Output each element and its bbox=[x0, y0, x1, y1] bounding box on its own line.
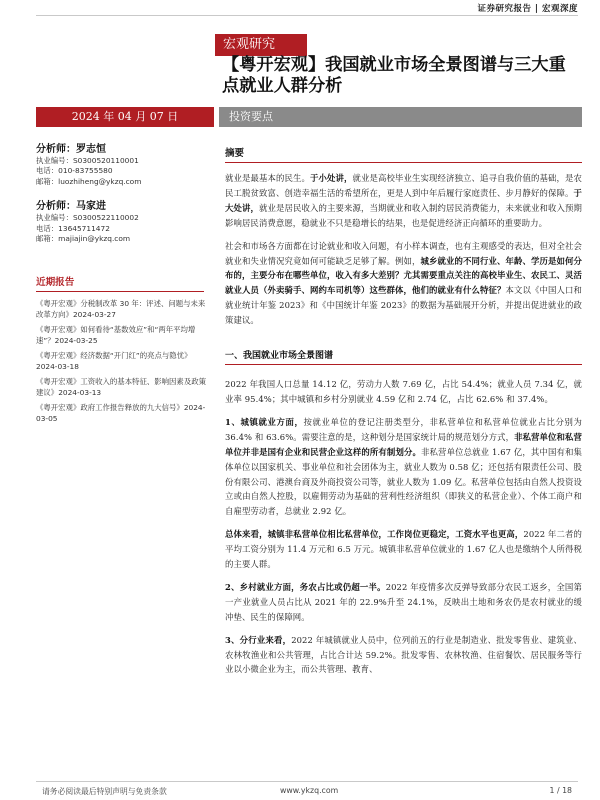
text-run: 就业是居民收入的主要来源，当期就业和收入制约居民消费能力，未来就业和收入预期影响居民消费意愿，稳就业不只是稳增长的结果，也是促进经济正向循环的重要助力。 bbox=[225, 202, 583, 228]
bold-run: 1、城镇就业方面， bbox=[225, 416, 304, 427]
section-tag: 宏观研究 bbox=[215, 34, 307, 56]
analyst-name: 马家进 bbox=[76, 201, 106, 213]
body-paragraph bbox=[225, 527, 582, 572]
text-run: 非私营单位总就业 1.67 亿，其中国有和集体单位以国家机关、事业单位和社会团体为主，就业人数为 0.58 亿；还包括有限责任公司、股份有限公司、港澳台商及外商投资公司等，就业人数为 1.09 亿。私营单位包括由自然人投资设立或由自然人控股，以雇佣劳动为基础的营利性经济组织（即狭义的私营企业）、个体工商户和自雇型劳动者，总就业 2.92 亿。 bbox=[225, 446, 582, 517]
analyst-block bbox=[36, 197, 214, 244]
analyst-email: 邮箱：luozhiheng@ykzq.com bbox=[36, 176, 142, 186]
website-link[interactable]: www.ykzq.com bbox=[280, 786, 339, 795]
bold-run: 城乡就业的不同行业、年龄、学历是如何分布的，主要分布在哪些单位，收入有多大差别？尤其需要重点关注的高校毕业生、农民工、灵活就业人员（外卖骑手、网约车司机等）这些群体，他们的就业有什么特征？ bbox=[225, 255, 582, 296]
analyst-role: 分析师： bbox=[36, 144, 76, 155]
report-date: 2024 年 04 月 07 日 bbox=[36, 107, 214, 127]
text-run: 本文以《中国人口和就业统计年鉴 2023》和《中国统计年鉴 2023》的数据为基础展开分析，并提出促进就业的政策建议。 bbox=[225, 285, 582, 326]
analyst-name: 罗志恒 bbox=[76, 144, 106, 155]
recent-report-link[interactable] bbox=[36, 350, 206, 372]
report-title: 【粤开宏观】我国就业市场全景图谱与三大重点就业人群分析 bbox=[222, 55, 566, 96]
recent-report-title: 《粤开宏观》如何看待“基数效应”和“两年平均增速”？ bbox=[36, 325, 196, 346]
disclaimer-link[interactable]: 请务必阅读最后特别声明与免责条款 bbox=[42, 787, 167, 796]
section-heading: 一、我国就业市场全景图谱 bbox=[225, 348, 582, 365]
recent-report-title: 《粤开宏观》政府工作报告释放的九大信号》 bbox=[36, 403, 184, 413]
header-rule bbox=[36, 15, 578, 16]
text-run: 就业是最基本的民生。 bbox=[225, 173, 311, 183]
body-paragraph bbox=[225, 580, 582, 625]
recent-report-link[interactable] bbox=[36, 402, 206, 424]
body-paragraph bbox=[225, 415, 582, 519]
abstract-paragraph bbox=[225, 171, 582, 231]
page-header bbox=[0, 0, 600, 16]
text-run: 就业是高校毕业生实现经济独立、追寻自我价值的基础，是农民工脱贫致富、创造幸福生活的希望所在，更是人到中年后履行家庭责任、步月静好的保障。 bbox=[225, 173, 583, 198]
page-number: 1 / 18 bbox=[549, 786, 572, 795]
left-sidebar bbox=[36, 140, 214, 428]
main-content bbox=[225, 145, 582, 685]
invest-points-bar: 投资要点 bbox=[219, 107, 582, 127]
text-run: 2022 年二者的平均工资分别为 11.4 万元和 6.5 万元。城镇非私营单位就业的 1.67 亿人也是缴纳个人所得税的主要人群。 bbox=[225, 529, 582, 570]
bold-run: 总体来看，城镇非私营单位相比私营单位，工作岗位更稳定，工资水平也更高， bbox=[225, 529, 524, 540]
recent-report-date: 2024-03-13 bbox=[58, 388, 102, 398]
recent-report-title: 《粤开宏观》经济数据“开门红”的亮点与隐忧》 bbox=[36, 351, 192, 361]
analyst-role: 分析师： bbox=[36, 201, 76, 213]
abstract-paragraph bbox=[225, 239, 582, 328]
recent-report-link[interactable] bbox=[36, 298, 206, 320]
analyst-license: 执业编号：S0300520110001 bbox=[36, 156, 139, 165]
analyst-name-row bbox=[36, 140, 214, 155]
page-footer bbox=[36, 781, 578, 796]
bold-run: 3、分行业来看， bbox=[225, 634, 292, 645]
recent-report-date: 2024-03-18 bbox=[36, 362, 79, 372]
bold-run: 于大处讲， bbox=[225, 187, 582, 213]
analyst-phone: 电话：010-83755580 bbox=[36, 166, 113, 176]
body-paragraph: 2022 年我国人口总量 14.12 亿，劳动力人数 7.69 亿，占比 54.4%；就业人员 7.34 亿，就业率 95.4%；其中城镇和乡村分别就业 4.59 亿和 2.74 亿，占比 62.6% 和 37.4%。 bbox=[225, 379, 582, 404]
abstract-heading: 摘要 bbox=[225, 145, 582, 163]
recent-report-date: 2024-03-27 bbox=[72, 310, 116, 320]
recent-report-title: 《粤开宏观》分税制改革 30 年：评述、问题与未来改革方向》 bbox=[36, 299, 206, 320]
analyst-phone: 电话：13645711472 bbox=[36, 223, 110, 233]
recent-report-link[interactable] bbox=[36, 324, 206, 346]
recent-reports-list bbox=[36, 298, 214, 424]
recent-report-date: 2024-03-25 bbox=[54, 336, 98, 346]
recent-report-title: 《粤开宏观》工资收入的基本特征、影响因素及政策建议》 bbox=[36, 377, 206, 398]
text-run: 社会和市场各方面都在讨论就业和收入问题，有小样本调查，也有主观感受的表达，但对全社会就业和失业情况究竟如何可能缺乏足够了解。例如， bbox=[225, 240, 582, 266]
analyst-license: 执业编号：S0300522110002 bbox=[36, 213, 139, 223]
analyst-name-row bbox=[36, 197, 214, 212]
text-run: 按就业单位的登记注册类型分，非私营单位和私营单位就业占比分别为 36.4% 和 63.6%。需要注意的是，这种划分是国家统计局的规范划分方式， bbox=[225, 416, 582, 442]
recent-report-date: 2024-03-05 bbox=[36, 403, 206, 424]
analyst-email: 邮箱：majiajin@ykzq.com bbox=[36, 234, 131, 244]
body-paragraph bbox=[225, 633, 582, 678]
recent-reports-heading: 近期报告 bbox=[36, 274, 204, 292]
bold-run: 于小处讲， bbox=[310, 173, 353, 183]
report-type-label: 证券研究报告 | 宏观深度 bbox=[477, 4, 578, 14]
text-run: 2022 年城镇就业人员中，位列前五的行业是制造业、批发零售业、建筑业、农林牧渔业和公共管理，占比合计达 59.2%。批发零售、农林牧渔、住宿餐饮、居民服务等行业以小微企业为主，而公共管理、教育、 bbox=[225, 634, 582, 675]
analyst-block bbox=[36, 140, 214, 187]
bold-run: 2、乡村就业方面，务农占比或仍超一半。 bbox=[225, 581, 386, 592]
text-run: 2022 年疫情多次反弹导致部分农民工返乡，全国第一产业就业人员占比从 2021 年的 22.9%升至 24.1%，反映出土地和务农仍是农村就业的缓冲垫、民生的保障网。 bbox=[225, 581, 582, 622]
bold-run: 非私营单位和私营单位并非是国有企业和民营企业这样的所有制划分。 bbox=[225, 431, 582, 457]
recent-report-link[interactable] bbox=[36, 376, 206, 398]
